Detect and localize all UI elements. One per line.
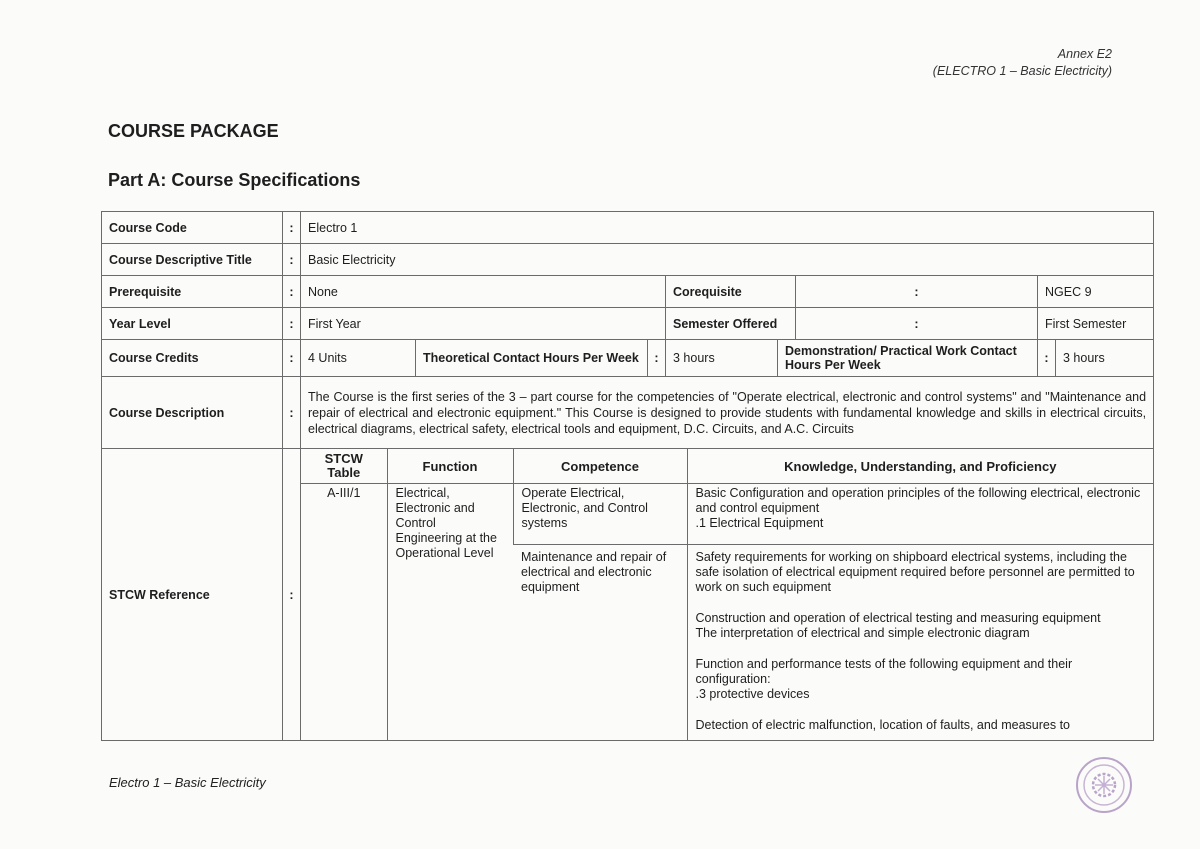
colon: : [796, 308, 1038, 340]
stcw-table [301, 449, 1153, 740]
knowledge-2-function: Function and performance tests of the following equipment and their configuration: [695, 657, 1073, 686]
year-level-label: Year Level [102, 308, 283, 340]
course-description-label: Course Description [102, 377, 283, 449]
knowledge-2-interpretation: The interpretation of electrical and simple electronic diagram [695, 626, 1030, 640]
colon: : [283, 340, 301, 377]
row-stcw-reference [102, 449, 1154, 741]
annex-line-2: (ELECTRO 1 – Basic Electricity) [932, 64, 1112, 78]
corequisite-value: NGEC 9 [1038, 276, 1154, 308]
knowledge-2-detection: Detection of electric malfunction, location of faults, and measures to [695, 718, 1070, 732]
knowledge-2-safety: Safety requirements for working on shipboard electrical systems, including the safe isolation of electrical equipment required before personnel are permitted to work on such equipment [695, 550, 1135, 594]
colon: : [796, 276, 1038, 308]
row-year-level [102, 308, 1154, 340]
page-title: COURSE PACKAGE [108, 121, 279, 141]
function-text: Electrical, Electronic and Control Engineering at the Operational Level [387, 484, 513, 741]
row-course-credits [102, 340, 1154, 377]
colon: : [283, 276, 301, 308]
stcw-cell [301, 449, 1154, 741]
demo-hours-value: 3 hours [1056, 340, 1154, 377]
theory-hours-value: 3 hours [666, 340, 778, 377]
row-course-description [102, 377, 1154, 449]
knowledge-2-protective: .3 protective devices [695, 687, 810, 701]
stcw-header-row [301, 449, 1153, 484]
knowledge-header: Knowledge, Understanding, and Proficiency [687, 449, 1153, 484]
colon: : [283, 449, 301, 741]
corequisite-label: Corequisite [666, 276, 796, 308]
row-course-code [102, 212, 1154, 244]
competence-1: Operate Electrical, Electronic, and Control systems [513, 484, 687, 545]
prerequisite-label: Prerequisite [102, 276, 283, 308]
footer-text: Electro 1 – Basic Electricity [109, 775, 266, 790]
course-code-value: Electro 1 [301, 212, 1154, 244]
annex-label [933, 46, 1112, 80]
seal-stamp-icon [1073, 755, 1135, 815]
course-title-value: Basic Electricity [301, 244, 1154, 276]
annex-line-1: Annex E2 [1057, 47, 1112, 61]
stcw-row-1 [301, 484, 1153, 545]
colon: : [1038, 340, 1056, 377]
course-code-label: Course Code [102, 212, 283, 244]
section-title: Part A: Course Specifications [108, 170, 361, 190]
course-credits-label: Course Credits [102, 340, 283, 377]
course-description-text: The Course is the first series of the 3 – part course for the competencies of "Operate electrical, electronic and control systems" and "Maintenance and repair of electrical and electronic equipment." This Course is designed to provide students with fundamental knowledge and skills in electrical circuits, electrical diagrams, electrical safety, electrical tools and equipment, D.C. Circuits, and A.C. Circuits [301, 377, 1154, 449]
colon: : [648, 340, 666, 377]
stcw-table-ref: A-III/1 [327, 486, 361, 500]
knowledge-2 [687, 545, 1153, 741]
knowledge-2-construction: Construction and operation of electrical testing and measuring equipment [695, 611, 1101, 625]
stcw-table-header: STCW Table [301, 449, 387, 484]
colon: : [283, 377, 301, 449]
semester-value: First Semester [1038, 308, 1154, 340]
prerequisite-value: None [301, 276, 666, 308]
knowledge-1-item: .1 Electrical Equipment [695, 516, 824, 530]
demo-hours-label: Demonstration/ Practical Work Contact Hours Per Week [778, 340, 1038, 377]
knowledge-1-text: Basic Configuration and operation principles of the following electrical, electronic and control equipment [695, 486, 1141, 515]
row-prerequisite [102, 276, 1154, 308]
stcw-reference-label: STCW Reference [102, 449, 283, 741]
course-title-label: Course Descriptive Title [102, 244, 283, 276]
course-credits-value: 4 Units [301, 340, 416, 377]
row-course-title [102, 244, 1154, 276]
theory-hours-label: Theoretical Contact Hours Per Week [416, 340, 648, 377]
colon: : [283, 244, 301, 276]
course-spec-table [101, 211, 1154, 741]
function-header: Function [387, 449, 513, 484]
colon: : [283, 212, 301, 244]
competence-2: Maintenance and repair of electrical and electronic equipment [521, 550, 667, 594]
competence-header: Competence [513, 449, 687, 484]
year-level-value: First Year [301, 308, 666, 340]
semester-label: Semester Offered [666, 308, 796, 340]
colon: : [283, 308, 301, 340]
knowledge-1 [687, 484, 1153, 545]
